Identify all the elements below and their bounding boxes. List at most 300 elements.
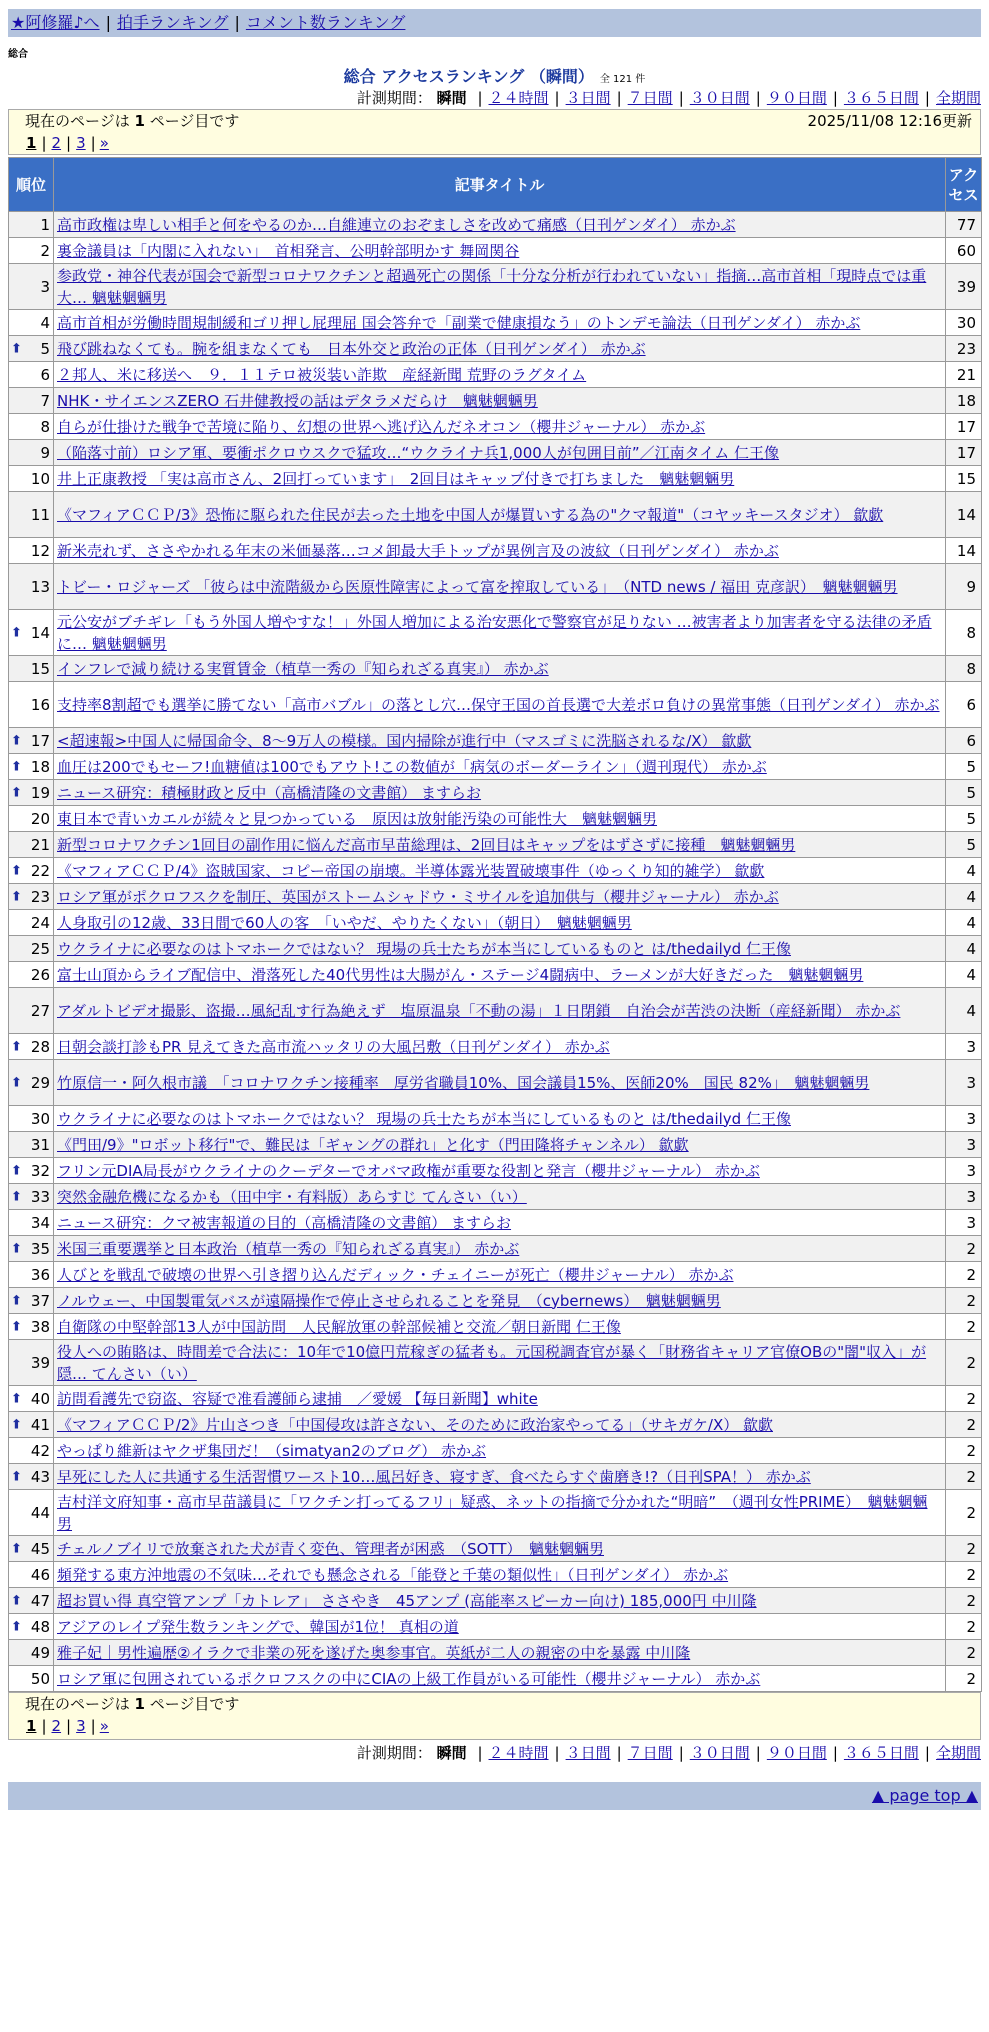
current-page-text	[25, 110, 239, 132]
article-title-link[interactable]: ウクライナに必要なのはトマホークではない？ 現場の兵士たちが本当にしているものと は/thedailyd 仁王像	[57, 1109, 791, 1128]
up-arrow-icon: ⬆	[11, 1319, 22, 1334]
article-title-link[interactable]: 役人への賄賂は、時間差で合法に：10年で10億円荒稼ぎの猛者も。元国税調査官が暴く「財務省キャリア官僚OBの"闇"収入」が隠… てんさい（い）	[57, 1342, 927, 1383]
rank-number: 29	[30, 1073, 50, 1092]
period-link[interactable]: ３６５日間	[843, 89, 919, 107]
table-row	[9, 1210, 982, 1236]
page-link[interactable]: 1	[26, 134, 37, 152]
title-cell	[54, 238, 946, 264]
title-cell	[54, 264, 946, 310]
article-title-link[interactable]: 裏金議員は「内閣に入れない」 首相発言、公明幹部明かす 舞岡関谷	[57, 241, 520, 260]
table-row	[9, 1588, 982, 1614]
rank-cell	[9, 1588, 54, 1614]
title-cell	[54, 806, 946, 832]
page-link[interactable]: 2	[51, 134, 62, 152]
rank-number: 26	[30, 965, 50, 984]
access-count: 2	[946, 1288, 982, 1314]
title-cell	[54, 1438, 946, 1464]
article-title-link[interactable]: NHK・サイエンスZERO 石井健教授の話はデタラメだらけ 魑魅魍魎男	[57, 391, 538, 410]
access-count: 2	[946, 1536, 982, 1562]
rank-number: 46	[30, 1565, 50, 1584]
page-info-bottom	[8, 1692, 981, 1740]
article-title-link[interactable]: 日朝会談打診もPR 見えてきた高市流ハッタリの大風呂敷（日刊ゲンダイ） 赤かぶ	[57, 1037, 610, 1056]
period-separator: |	[678, 1744, 684, 1762]
access-count: 2	[946, 1464, 982, 1490]
title-cell	[54, 1210, 946, 1236]
article-title-link[interactable]: 竹原信一・阿久根市議 「コロナワクチン接種率 厚労省職員10%、国会議員15%、医師20% 国民 82%」 魑魅魍魎男	[57, 1073, 870, 1092]
rank-cell	[9, 212, 54, 238]
access-count: 2	[946, 1640, 982, 1666]
access-count: 2	[946, 1314, 982, 1340]
table-row	[9, 238, 982, 264]
up-arrow-icon: ⬆	[11, 1293, 22, 1308]
section-label: 総合	[8, 49, 28, 60]
rank-number: 1	[40, 215, 50, 234]
article-title-link[interactable]: ウクライナに必要なのはトマホークではない？ 現場の兵士たちが本当にしているものと は/thedailyd 仁王像	[57, 939, 791, 958]
up-arrow-icon: ⬆	[11, 1075, 22, 1090]
table-row	[9, 936, 982, 962]
period-link[interactable]: ２４時間	[488, 1744, 549, 1762]
period-link[interactable]: ３日間	[565, 89, 611, 107]
period-separator: |	[554, 1744, 560, 1762]
access-count: 2	[946, 1588, 982, 1614]
rank-cell	[9, 238, 54, 264]
article-title-link[interactable]: 突然金融危機になるかも（田中宇・有料版）あらすじ てんさい（い）	[57, 1187, 527, 1206]
article-title-link[interactable]: ２邦人、米に移送へ ９．１１テロ被災装い詐欺 産経新聞 荒野のラグタイム	[57, 365, 587, 384]
table-row	[9, 212, 982, 238]
table-row	[9, 1060, 982, 1106]
table-row	[9, 1288, 982, 1314]
access-count: 3	[946, 1158, 982, 1184]
page-title	[8, 67, 981, 87]
rank-number: 40	[30, 1389, 50, 1408]
rank-number: 5	[40, 339, 50, 358]
header-title: 記事タイトル	[54, 158, 946, 212]
page-separator: |	[90, 134, 96, 152]
article-title-link[interactable]: ロシア軍に包囲されているポクロフスクの中にCIAの上級工作員がいる可能性（櫻井ジャーナル） 赤かぶ	[57, 1669, 761, 1688]
current-page-prefix: 現在のページは	[25, 112, 130, 130]
rank-cell	[9, 806, 54, 832]
table-row	[9, 1158, 982, 1184]
period-separator: |	[755, 1744, 761, 1762]
table-row	[9, 832, 982, 858]
page-separator: |	[41, 1717, 47, 1735]
table-row	[9, 492, 982, 538]
access-count: 5	[946, 780, 982, 806]
title-cell	[54, 962, 946, 988]
up-arrow-icon: ⬆	[11, 889, 22, 904]
article-title-link[interactable]: 高市首相が労働時間規制緩和ゴリ押し屁理屈 国会答弁で「副業で健康損なう」のトンデモ論法（日刊ゲンダイ） 赤かぶ	[57, 313, 861, 332]
period-current: 瞬間	[436, 1744, 467, 1762]
period-separator: |	[554, 89, 560, 107]
article-title-link[interactable]: 新米売れず、ささやかれる年末の米価暴落…コメ卸最大手トップが異例言及の波紋（日刊ゲンダイ） 赤かぶ	[57, 541, 779, 560]
page-link[interactable]: 1	[26, 1717, 37, 1735]
bottom-bar	[8, 1782, 981, 1810]
rank-number: 3	[40, 277, 50, 296]
period-separator: |	[924, 89, 930, 107]
rank-cell	[9, 538, 54, 564]
article-title-link[interactable]: 吉村洋文府知事・高市早苗議員に「ワクチン打ってるフリ」疑惑、ネットの指摘で分かれた“明暗” （週刊女性PRIME） 魑魅魍魎男	[57, 1492, 928, 1533]
title-cell	[54, 610, 946, 656]
rank-number: 12	[30, 541, 50, 560]
rank-number: 18	[30, 757, 50, 776]
article-title-link[interactable]: ロシア軍がポクロフスクを制圧、英国がストームシャドウ・ミサイルを追加供与（櫻井ジャーナル） 赤かぶ	[57, 887, 779, 906]
rank-number: 39	[30, 1353, 50, 1372]
period-link[interactable]: ３０日間	[689, 1744, 750, 1762]
access-count: 2	[946, 1562, 982, 1588]
table-row	[9, 962, 982, 988]
period-links	[471, 1744, 981, 1762]
page-link[interactable]: 3	[76, 134, 86, 152]
rank-number: 47	[30, 1591, 50, 1610]
period-link[interactable]: ９０日間	[766, 1744, 827, 1762]
table-row	[9, 1490, 982, 1536]
article-title-link[interactable]: ノルウェー、中国製電気バスが遠隔操作で停止させられることを発見 （cybernews） 魑魅魍魎男	[57, 1291, 721, 1310]
nav-link-asyura[interactable]: ★阿修羅♪へ	[11, 13, 100, 32]
rank-number: 44	[30, 1503, 50, 1522]
rank-cell	[9, 336, 54, 362]
access-count: 4	[946, 910, 982, 936]
table-row	[9, 988, 982, 1034]
access-count: 4	[946, 962, 982, 988]
rank-number: 9	[40, 443, 50, 462]
next-page-link[interactable]: »	[99, 1717, 109, 1735]
article-title-link[interactable]: 《門田/9》"ロボット移行"で、難民は「ギャングの群れ」と化す（門田隆将チャンネル） 歙歔	[57, 1135, 689, 1154]
period-separator: |	[616, 89, 622, 107]
access-count: 5	[946, 832, 982, 858]
article-title-link[interactable]: 早死にした人に共通する生活習慣ワースト10…風呂好き、寝すぎ、食べたらすぐ歯磨き!?（日刊SPA！） 赤かぶ	[57, 1467, 811, 1486]
access-count: 5	[946, 754, 982, 780]
table-row	[9, 1438, 982, 1464]
article-title-link[interactable]: 人びとを戦乱で破壊の世界へ引き摺り込んだディック・チェイニーが死亡（櫻井ジャーナル） 赤かぶ	[57, 1265, 734, 1284]
table-row	[9, 264, 982, 310]
page-link[interactable]: 2	[51, 1717, 62, 1735]
rank-number: 31	[30, 1135, 50, 1154]
title-cell	[54, 1666, 946, 1692]
article-title-link[interactable]: 雅子妃｜男性遍歴②イラクで非業の死を遂げた奥参事官。英紙が二人の親密の中を暴露 中川隆	[57, 1643, 691, 1662]
title-cell	[54, 910, 946, 936]
access-count: 8	[946, 656, 982, 682]
access-count: 23	[946, 336, 982, 362]
period-link[interactable]: ７日間	[627, 1744, 673, 1762]
up-arrow-icon: ⬆	[11, 863, 22, 878]
table-row	[9, 1666, 982, 1692]
period-link[interactable]: ２４時間	[488, 89, 549, 107]
title-cell	[54, 1464, 946, 1490]
access-count: 39	[946, 264, 982, 310]
article-title-link[interactable]: 支持率8割超でも選挙に勝てない「高市バブル」の落とし穴…保守王国の首長選で大差ボロ負けの異常事態（日刊ゲンダイ） 赤かぶ	[57, 695, 940, 714]
article-title-link[interactable]: 自衛隊の中堅幹部13人が中国訪問 人民解放軍の幹部候補と交流／朝日新聞 仁王像	[57, 1317, 621, 1336]
page-top-link[interactable]: ▲ page top ▲	[871, 1786, 978, 1805]
rank-number: 22	[30, 861, 50, 880]
title-cell	[54, 780, 946, 806]
article-title-link[interactable]: 《マフィアＣＣＰ/3》恐怖に駆られた住民が去った土地を中国人が爆買いする為の"クマ報道"（コヤッキースタジオ） 歙歔	[57, 505, 884, 524]
rank-cell	[9, 1060, 54, 1106]
access-count: 18	[946, 388, 982, 414]
article-title-link[interactable]: 参政党・神谷代表が国会で新型コロナワクチンと超過死亡の関係「十分な分析が行われていない」指摘…高市首相「現時点では重大… 魑魅魍魎男	[57, 266, 927, 307]
up-arrow-icon: ⬆	[11, 625, 22, 640]
access-count: 5	[946, 806, 982, 832]
rank-cell	[9, 988, 54, 1034]
access-count: 2	[946, 1438, 982, 1464]
article-title-link[interactable]: チェルノブイリで放棄された犬が青く変色、管理者が困惑 （SOTT） 魑魅魍魎男	[57, 1539, 604, 1558]
article-title-link[interactable]: （陥落寸前）ロシア軍、要衝ポクロウスクで猛攻…“ウクライナ兵1,000人が包囲目前”／江南タイム 仁王像	[57, 443, 780, 462]
title-cell	[54, 936, 946, 962]
access-count: 3	[946, 1060, 982, 1106]
rank-cell	[9, 1666, 54, 1692]
access-count: 15	[946, 466, 982, 492]
table-row	[9, 362, 982, 388]
title-cell	[54, 492, 946, 538]
table-row	[9, 1034, 982, 1060]
rank-cell	[9, 362, 54, 388]
access-count: 4	[946, 884, 982, 910]
period-link[interactable]: ９０日間	[766, 89, 827, 107]
title-cell	[54, 1340, 946, 1386]
article-title-link[interactable]: 自らが仕掛けた戦争で苦境に陥り、幻想の世界へ逃げ込んだネオコン（櫻井ジャーナル） 赤かぶ	[57, 417, 706, 436]
article-title-link[interactable]: 頻発する東方沖地震の不気味…それでも懸念される「能登と千葉の類似性」（日刊ゲンダイ） 赤かぶ	[57, 1565, 729, 1584]
rank-number: 7	[40, 391, 50, 410]
period-separator: |	[616, 1744, 622, 1762]
article-title-link[interactable]: トビー・ロジャーズ 「彼らは中流階級から医原性障害によって富を搾取している」 （NTD news / 福田 克彦訳） 魑魅魍魎男	[57, 577, 898, 596]
access-count: 6	[946, 728, 982, 754]
page-info-top	[8, 109, 981, 155]
article-title-link[interactable]: 元公安がブチギレ「もう外国人増やすな！」外国人増加による治安悪化で警察官が足りない …被害者より加害者を守る法律の矛盾に… 魑魅魍魎男	[57, 612, 932, 653]
up-arrow-icon: ⬆	[11, 1417, 22, 1432]
rank-number: 37	[30, 1291, 50, 1310]
nav-separator: |	[105, 13, 111, 32]
table-row	[9, 754, 982, 780]
title-cell	[54, 1588, 946, 1614]
up-arrow-icon: ⬆	[11, 341, 22, 356]
article-title-link[interactable]: アジアのレイプ発生数ランキングで、韓国が1位！ 真相の道	[57, 1617, 459, 1636]
period-separator: |	[755, 89, 761, 107]
article-title-link[interactable]: 高市政権は卑しい相手と何をやるのか…自維連立のおぞましさを改めて痛感（日刊ゲンダイ） 赤かぶ	[57, 215, 736, 234]
rank-cell	[9, 388, 54, 414]
up-arrow-icon: ⬆	[11, 1039, 22, 1054]
title-cell	[54, 884, 946, 910]
rank-cell	[9, 936, 54, 962]
access-count: 77	[946, 212, 982, 238]
rank-cell	[9, 414, 54, 440]
period-links	[471, 89, 981, 107]
title-cell	[54, 1106, 946, 1132]
table-row	[9, 1614, 982, 1640]
article-title-link[interactable]: インフレで減り続ける実質賃金（植草一秀の『知られざる真実』） 赤かぶ	[57, 659, 549, 678]
article-title-link[interactable]: 人身取引の12歳、33日間で60人の客 「いやだ、やりたくない」（朝日） 魑魅魍魎男	[57, 913, 632, 932]
access-count: 2	[946, 1386, 982, 1412]
title-cell	[54, 656, 946, 682]
article-title-link[interactable]: 《マフィアＣＣＰ/2》片山さつき「中国侵攻は許さない、そのために政治家やってる」（サキガケ/Ⅹ） 歙歔	[57, 1415, 773, 1434]
article-title-link[interactable]: 井上正康教授 「実は高市さん、2回打っています」 2回目はキャップ付きで打ちました 魑魅魍魎男	[57, 469, 735, 488]
rank-number: 42	[30, 1441, 50, 1460]
period-link[interactable]: ３６５日間	[843, 1744, 919, 1762]
rank-number: 21	[30, 835, 50, 854]
title-cell	[54, 1262, 946, 1288]
access-count: 2	[946, 1412, 982, 1438]
table-row	[9, 780, 982, 806]
rank-number: 13	[30, 577, 50, 596]
up-arrow-icon: ⬆	[11, 1163, 22, 1178]
up-arrow-icon: ⬆	[11, 1241, 22, 1256]
title-cell	[54, 988, 946, 1034]
nav-link-comment-ranking[interactable]: コメント数ランキング	[245, 13, 406, 32]
pagination	[9, 132, 980, 154]
period-link[interactable]: 全期間	[935, 1744, 981, 1762]
article-title-link[interactable]: 《マフィアＣＣＰ/4》盗賊国家、コピー帝国の崩壊。半導体露光装置破壊事件（ゆっくり知的雑学） 歙歔	[57, 861, 765, 880]
article-title-link[interactable]: 飛び跳ねなくても。腕を組まなくても 日本外交と政治の正体（日刊ゲンダイ） 赤かぶ	[57, 339, 646, 358]
rank-number: 30	[30, 1109, 50, 1128]
rank-number: 43	[30, 1467, 50, 1486]
rank-cell	[9, 1562, 54, 1588]
article-title-link[interactable]: 超お買い得 真空管アンプ「カトレア」 ささやき 45アンプ (高能率スピーカー向け) 185,000円 中川隆	[57, 1591, 757, 1610]
article-title-link[interactable]: 富士山頂からライブ配信中、滑落死した40代男性は大腸がん・ステージ4闘病中、ラーメンが大好きだった 魑魅魍魎男	[57, 965, 864, 984]
rank-number: 36	[30, 1265, 50, 1284]
updated-timestamp: 2025/11/08 12:16更新	[807, 112, 972, 130]
rank-number: 28	[30, 1037, 50, 1056]
rank-number: 15	[30, 659, 50, 678]
title-cell	[54, 1490, 946, 1536]
article-title-link[interactable]: アダルトビデオ撮影、盗撮…風紀乱す行為絶えず 塩原温泉「不動の湯」１日閉鎖 自治会が苦渋の決断（産経新聞） 赤かぶ	[57, 1001, 901, 1020]
title-cell	[54, 728, 946, 754]
article-title-link[interactable]: 東日本で青いカエルが続々と見つかっている 原因は放射能汚染の可能性大 魑魅魍魎男	[57, 809, 658, 828]
rank-cell	[9, 682, 54, 728]
article-title-link[interactable]: <超速報>中国人に帰国命令、8〜9万人の模様。国内掃除が進行中（マスゴミに洗脳されるな/Ⅹ） 歙歔	[57, 731, 752, 750]
table-row	[9, 1184, 982, 1210]
rank-number: 38	[30, 1317, 50, 1336]
title-cell	[54, 388, 946, 414]
rank-cell	[9, 466, 54, 492]
page-separator: |	[66, 134, 72, 152]
page-separator: |	[66, 1717, 72, 1735]
access-count: 3	[946, 1034, 982, 1060]
rank-number: 27	[30, 1001, 50, 1020]
current-page-number: 1	[134, 112, 145, 130]
access-count: 3	[946, 1184, 982, 1210]
rank-number: 49	[30, 1643, 50, 1662]
current-page-suffix: ページ目です	[149, 1695, 240, 1713]
rank-cell	[9, 1132, 54, 1158]
current-page-suffix: ページ目です	[149, 112, 240, 130]
page-link[interactable]: 3	[76, 1717, 86, 1735]
period-selector-bottom	[8, 1742, 981, 1764]
rank-cell	[9, 832, 54, 858]
title-cell	[54, 212, 946, 238]
access-count: 2	[946, 1262, 982, 1288]
page-separator: |	[90, 1717, 96, 1735]
access-count: 4	[946, 988, 982, 1034]
rank-cell	[9, 910, 54, 936]
title-cell	[54, 1034, 946, 1060]
rank-number: 25	[30, 939, 50, 958]
period-link[interactable]: ７日間	[627, 89, 673, 107]
rank-cell	[9, 440, 54, 466]
rank-number: 33	[30, 1187, 50, 1206]
article-title-link[interactable]: やっぱり維新はヤクザ集団だ！（simatyan2のブログ） 赤かぶ	[57, 1441, 487, 1460]
table-row	[9, 310, 982, 336]
rank-cell	[9, 728, 54, 754]
article-title-link[interactable]: 米国三重要選挙と日本政治（植草一秀の『知られざる真実』） 赤かぶ	[57, 1239, 520, 1258]
rank-cell	[9, 1034, 54, 1060]
rank-cell	[9, 780, 54, 806]
table-row	[9, 1314, 982, 1340]
nav-link-applause-ranking[interactable]: 拍手ランキング	[116, 13, 229, 32]
access-count: 60	[946, 238, 982, 264]
access-count: 4	[946, 858, 982, 884]
top-nav-bar	[8, 9, 981, 37]
access-count: 21	[946, 362, 982, 388]
access-count: 6	[946, 682, 982, 728]
period-link[interactable]: ３０日間	[689, 89, 750, 107]
title-cell	[54, 362, 946, 388]
access-count: 2	[946, 1236, 982, 1262]
title-cell	[54, 1412, 946, 1438]
up-arrow-icon: ⬆	[11, 1593, 22, 1608]
article-title-link[interactable]: ニュース研究：クマ被害報道の目的（高橋清隆の文書館） ますらお	[57, 1213, 512, 1232]
title-cell	[54, 1386, 946, 1412]
rank-cell	[9, 264, 54, 310]
rank-number: 48	[30, 1617, 50, 1636]
access-count: 2	[946, 1340, 982, 1386]
rank-cell	[9, 1314, 54, 1340]
header-rank: 順位	[9, 158, 54, 212]
access-count: 3	[946, 1106, 982, 1132]
rank-number: 24	[30, 913, 50, 932]
period-label: 計測期間：	[356, 1744, 432, 1762]
next-page-link[interactable]: »	[99, 134, 109, 152]
title-cell	[54, 336, 946, 362]
table-row	[9, 806, 982, 832]
table-row	[9, 1562, 982, 1588]
title-cell	[54, 466, 946, 492]
table-row	[9, 336, 982, 362]
access-count: 14	[946, 492, 982, 538]
access-count: 8	[946, 610, 982, 656]
period-separator: |	[678, 89, 684, 107]
rank-number: 19	[30, 783, 50, 802]
article-title-link[interactable]: 訪問看護先で窃盗、容疑で准看護師ら逮捕 ／愛媛 【毎日新聞】white	[57, 1389, 538, 1408]
rank-cell	[9, 1184, 54, 1210]
title-cell	[54, 538, 946, 564]
rank-number: 35	[30, 1239, 50, 1258]
table-row	[9, 388, 982, 414]
rank-number: 10	[30, 469, 50, 488]
title-cell	[54, 1236, 946, 1262]
table-row	[9, 1340, 982, 1386]
rank-cell	[9, 884, 54, 910]
period-selector-top	[8, 87, 981, 109]
period-link[interactable]: ３日間	[565, 1744, 611, 1762]
table-row	[9, 1464, 982, 1490]
article-title-link[interactable]: ニュース研究：積極財政と反中（高橋清隆の文書館） ますらお	[57, 783, 482, 802]
access-count: 2	[946, 1614, 982, 1640]
title-cell	[54, 1288, 946, 1314]
rank-cell	[9, 1340, 54, 1386]
up-arrow-icon: ⬆	[11, 785, 22, 800]
table-row	[9, 1386, 982, 1412]
current-page-text	[25, 1693, 239, 1715]
rank-number: 6	[40, 365, 50, 384]
table-row	[9, 466, 982, 492]
period-link[interactable]: 全期間	[935, 89, 981, 107]
article-title-link[interactable]: フリン元DIA局長がウクライナのクーデターでオバマ政権が重要な役割と発言（櫻井ジャーナル） 赤かぶ	[57, 1161, 760, 1180]
rank-number: 17	[30, 731, 50, 750]
table-row	[9, 1236, 982, 1262]
title-cell	[54, 1158, 946, 1184]
period-current: 瞬間	[436, 89, 467, 107]
article-title-link[interactable]: 新型コロナワクチン1回目の副作用に悩んだ高市早苗総理は、2回目はキャップをはずさずに接種 魑魅魍魎男	[57, 835, 796, 854]
article-title-link[interactable]: 血圧は200でもセーフ!血糖値は100でもアウト!この数値が「病気のボーダーライン」（週刊現代） 赤かぶ	[57, 757, 767, 776]
table-row	[9, 656, 982, 682]
